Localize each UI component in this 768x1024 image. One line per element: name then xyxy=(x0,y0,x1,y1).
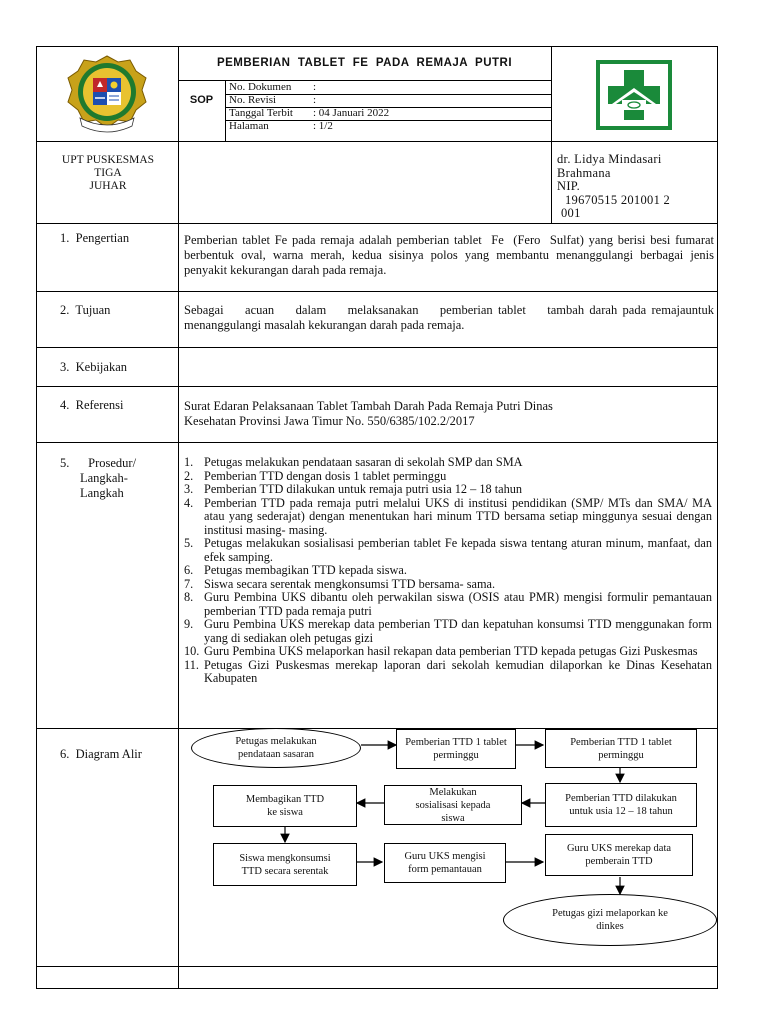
procedure-step: 1. Petugas melakukan pendataan sasaran di sekolah SMP dan SMA xyxy=(184,455,523,469)
flow-node-4: Pemberian TTD dilakukan untuk usia 12 – 18 tahun xyxy=(545,783,697,827)
doc-row-number: No. Dokumen : xyxy=(229,81,317,93)
pengertian-text: Pemberian tablet Fe pada remaja adalah pemberian tablet Fe (Fero Sulfat) yang berisi besi fumarat berbentuk oval, warna merah, kedua sisinya polos yang membantu menanggulangi berbagai jenis penyakit kekurangan darah pada remaja. xyxy=(184,233,718,277)
flow-node-5: Melakukan sosialisasi kepada siswa xyxy=(384,785,522,825)
procedure-step: 9. Guru Pembina UKS merekap data pemberian TTD dan kepatuhan konsumsi TTD menggunakan form yang di sediakan oleh petugas gizi xyxy=(184,617,712,645)
referensi-text: Surat Edaran Pelaksanaan Tablet Tambah Darah Pada Remaja Putri Dinas Kesehatan Provinsi Jawa Timur No. 550/6385/102.2/2017 xyxy=(184,399,553,428)
label-kebijakan: 3. Kebijakan xyxy=(60,360,127,374)
organization-name: UPT PUSKESMAS TIGA JUHAR xyxy=(61,154,155,192)
signer-nip: 19670515 201001 2 xyxy=(565,192,671,207)
procedure-step: 5. Petugas melakukan sosialisasi pemberian tablet Fe kepada siswa tentang aturan minum, manfaat, dan efek samping. xyxy=(184,536,712,564)
tujuan-text: Sebagai acuan dalam melaksanakan pemberian tablet tambah darah pada remajauntuk menanggulangi masalah kekurangan darah pada remaja. xyxy=(184,303,718,332)
label-referensi: 4. Referensi xyxy=(60,398,124,412)
signer-block: dr. Lidya Mindasari Brahmana NIP. 19670515 201001 2 001 xyxy=(557,153,715,221)
label-pengertian: 1. Pengertian xyxy=(60,231,130,245)
doc-row-date: Tanggal Terbit : 04 Januari 2022 xyxy=(229,107,390,119)
procedure-step: 10. Guru Pembina UKS melaporkan hasil rekapan data pemberian TTD kepada petugas Gizi Puskesmas xyxy=(184,644,698,658)
signer-name: dr. Lidya Mindasari xyxy=(557,152,662,166)
procedure-step: 8. Guru Pembina UKS dibantu oleh perwakilan siswa (OSIS atau PMR) mengisi formulir pemantauan pemberian TTD pada remaja putri xyxy=(184,590,712,618)
sop-title: PEMBERIAN TABLET FE PADA REMAJA PUTRI xyxy=(216,57,513,69)
procedure-step: 11. Petugas Gizi Puskesmas merekap laporan dari sekolah kemudian dilaporkan ke Dinas Kesehatan Kabupaten xyxy=(184,657,712,685)
procedure-step: 3. Pemberian TTD dilakukan untuk remaja putri usia 12 – 18 tahun xyxy=(184,482,523,496)
label-tujuan: 2. Tujuan xyxy=(60,303,111,317)
flow-node-3: Pemberian TTD 1 tablet perminggu xyxy=(545,729,697,768)
label-prosedur: 5. Prosedur/ Langkah- Langkah xyxy=(60,456,137,500)
doc-row-revision: No. Revisi : xyxy=(229,94,317,106)
sop-label: SOP xyxy=(189,94,214,106)
procedure-step: 7. Siswa secara serentak mengkonsumsi TTD bersama- sama. xyxy=(184,576,496,591)
flow-node-end: Petugas gizi melaporkan ke dinkes xyxy=(503,894,717,946)
flow-node-2: Pemberian TTD 1 tablet perminggu xyxy=(396,729,516,769)
label-diagram-alir: 6. Diagram Alir xyxy=(60,747,142,761)
procedure-step: 2. Pemberian TTD dengan dosis 1 tablet perminggu xyxy=(184,468,447,483)
flow-node-7: Siswa mengkonsumsi TTD secara serentak xyxy=(213,843,357,886)
flow-node-9: Guru UKS merekap data pemberain TTD xyxy=(545,834,693,876)
flow-node-8: Guru UKS mengisi form pemantauan xyxy=(384,843,506,883)
procedure-step: 4. Pemberian TTD pada remaja putri melalui UKS di institusi pendidikan (SMP/ MTs dan SMA/ MA atau yang sederajat) dengan menentukan hari minum TTD bersama setiap minggunya sesuai dengan institusi masing- masing. xyxy=(184,495,712,537)
doc-row-page: Halaman : 1/2 xyxy=(229,120,333,132)
flow-node-6: Membagikan TTD ke siswa xyxy=(213,785,357,827)
flow-node-start: Petugas melakukan pendataan sasaran xyxy=(191,728,361,768)
procedure-step: 6. Petugas membagikan TTD kepada siswa. xyxy=(184,563,407,577)
